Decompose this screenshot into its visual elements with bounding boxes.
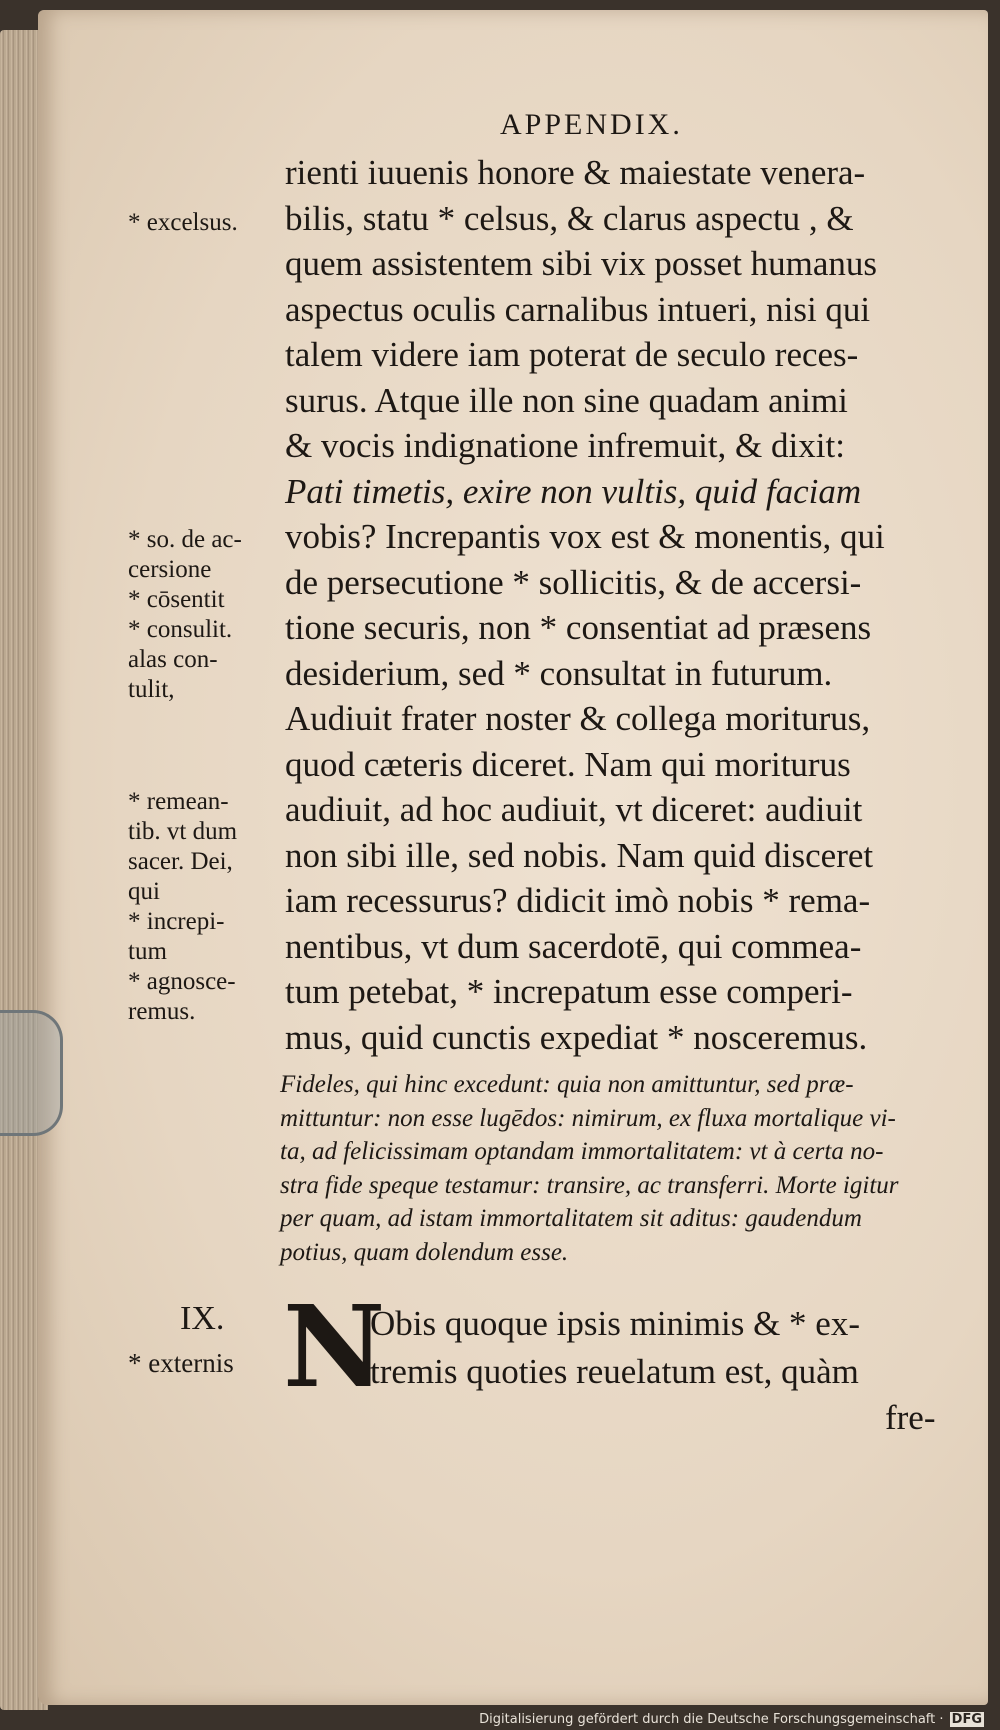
drop-cap: N xyxy=(283,1282,386,1413)
summary-line: mittuntur: non esse lugēdos: nimirum, ex fluxa mortalique vi- xyxy=(280,1104,896,1132)
margin-line: qui xyxy=(128,878,160,905)
text-line: talem videre iam poterat de seculo reces- xyxy=(285,335,859,374)
margin-line: * cōsentit xyxy=(128,586,225,613)
text-line: Obis quoque ipsis minimis & * ex- xyxy=(370,1304,860,1343)
main-text xyxy=(285,150,955,1060)
section-number: IX. xyxy=(180,1300,225,1337)
text-line: tum petebat, * increpatum esse comperi- xyxy=(285,972,853,1011)
section-margin-note: * externis xyxy=(128,1348,234,1378)
margin-line: * so. de ac- xyxy=(128,526,242,553)
text-line: tione securis, non * consentiat ad præsens xyxy=(285,608,872,647)
catchword: fre- xyxy=(885,1398,936,1437)
text-line: surus. Atque ille non sine quadam animi xyxy=(285,380,848,420)
margin-line: * excelsus. xyxy=(128,209,238,236)
margin-line: alas con- xyxy=(128,646,218,673)
margin-line: * increpi- xyxy=(128,908,225,935)
text-line: non sibi ille, sed nobis. Nam quid disceret xyxy=(285,835,874,875)
margin-line: * consulit. xyxy=(128,616,233,643)
margin-line: tulit, xyxy=(128,676,175,703)
margin-line: tib. vt dum xyxy=(128,818,238,845)
footer-text: Digitalisierung gefördert durch die Deutsche Forschungsgemeinschaft · xyxy=(479,1712,944,1727)
text-line: bilis, statu * celsus, & clarus aspectu , & xyxy=(285,198,854,238)
text-line: iam recessurus? didicit imò nobis * rema- xyxy=(285,881,871,920)
margin-line: * agnosce- xyxy=(128,968,236,995)
margin-note xyxy=(128,787,288,1027)
text-line: de persecutione * sollicitis, & de accersi- xyxy=(285,562,862,602)
text-line: mus, quid cunctis expediat * nosceremus. xyxy=(285,1017,868,1057)
section-text xyxy=(370,1300,960,1396)
page-clip xyxy=(0,1010,63,1136)
text-line: rienti iuuenis honore & maiestate venera- xyxy=(285,153,866,192)
text-line: audiuit, ad hoc audiuit, vt diceret: audiuit xyxy=(285,790,863,829)
text-line: quod cæteris diceret. Nam qui moriturus xyxy=(285,744,851,784)
dfg-logo: DFG xyxy=(951,1712,982,1727)
summary-line: stra fide speque testamur: transire, ac transferri. Morte igitur xyxy=(280,1171,899,1199)
margin-line: * remean- xyxy=(128,788,229,815)
margin-line: cersione xyxy=(128,556,212,583)
text-line: nentibus, vt dum sacerdotē, qui commea- xyxy=(285,926,862,966)
running-head: APPENDIX. xyxy=(500,108,683,141)
text-line: Audiuit frater noster & collega moriturus, xyxy=(285,699,871,738)
text-line: vobis? Increpantis vox est & monentis, qui xyxy=(285,517,885,556)
margin-line: sacer. Dei, xyxy=(128,848,233,875)
summary-line: ta, ad felicissimam optandam immortalitatem: vt à certa no- xyxy=(280,1138,884,1165)
margin-note xyxy=(128,208,288,238)
margin-line: tum xyxy=(128,938,167,965)
text-line: quem assistentem sibi vix posset humanus xyxy=(285,244,878,283)
margin-note xyxy=(128,525,288,705)
summary-line: potius, quam dolendum esse. xyxy=(280,1238,569,1266)
footer-credit xyxy=(479,1712,984,1727)
text-line: tremis quoties reuelatum est, quàm xyxy=(370,1352,859,1391)
text-line: & vocis indignatione infremuit, & dixit: xyxy=(285,426,845,465)
summary-line: per quam, ad istam immortalitatem sit aditus: gaudendum xyxy=(280,1205,862,1232)
summary-line: Fideles, qui hinc excedunt: quia non amittuntur, sed præ- xyxy=(280,1071,854,1098)
text-line: Pati timetis, exire non vultis, quid faciam xyxy=(285,471,862,511)
margin-line: remus. xyxy=(128,998,196,1025)
text-line: aspectus oculis carnalibus intueri, nisi qui xyxy=(285,289,871,329)
text-line: desiderium, sed * consultat in futurum. xyxy=(285,653,833,693)
summary-paragraph xyxy=(280,1068,960,1269)
